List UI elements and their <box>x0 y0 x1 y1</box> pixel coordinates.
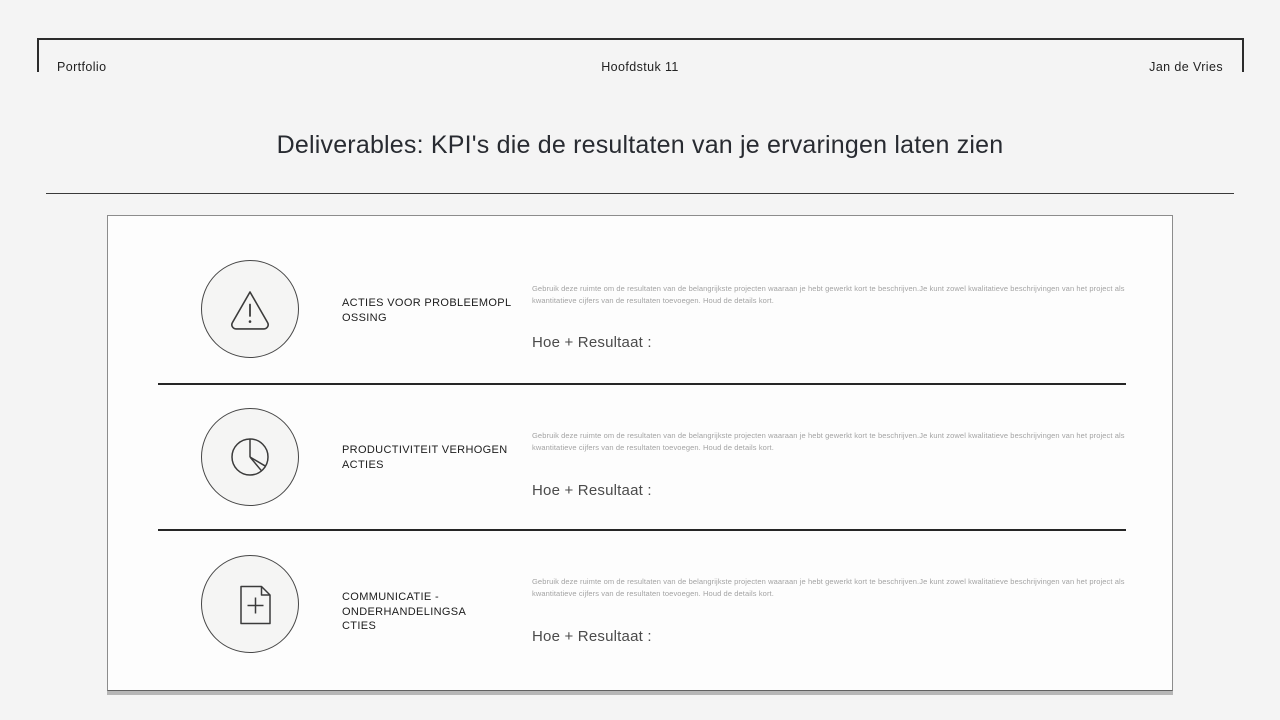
deliverable-description: Gebruik deze ruimte om de resultaten van de belangrijkste projecten waaraan je hebt gewerkt kort te beschrijven.Je kunt zowel kwalitatieve beschrijvingen van het project als kwantitatieve cijfers van de resultaten toevoegen. Houd de details kort. <box>532 431 1125 452</box>
warning-triangle-icon <box>224 283 276 335</box>
result-label: Hoe + Resultaat : <box>532 628 652 645</box>
deliverables-card <box>107 215 1173 691</box>
title-underline <box>46 193 1234 194</box>
deliverable-label <box>342 590 522 634</box>
header-chapter-label: Hoofdstuk 11 <box>601 60 679 74</box>
deliverable-label-line1: COMMUNICATIE - ONDERHANDELINGSA <box>342 591 467 618</box>
warning-circle-badge <box>201 260 299 358</box>
result-label: Hoe + Resultaat : <box>532 482 652 499</box>
page-title: Deliverables: KPI's die de resultaten van je ervaringen laten zien <box>276 131 1004 159</box>
deliverable-row-productiviteit <box>108 383 1172 529</box>
document-circle-badge <box>201 555 299 653</box>
deliverable-row-probleemoplossing <box>108 216 1172 383</box>
result-label: Hoe + Resultaat : <box>532 334 652 351</box>
deliverable-label-line2: CTIES <box>342 620 377 632</box>
document-plus-icon <box>224 578 276 630</box>
deliverable-label-line2: OSSING <box>342 311 387 324</box>
deliverable-description: Gebruik deze ruimte om de resultaten van de belangrijkste projecten waaraan je hebt gewerkt kort te beschrijven.Je kunt zowel kwalitatieve beschrijvingen van het project als kwantitatieve cijfers van de resultaten toevoegen. Houd de details kort. <box>532 577 1125 598</box>
header-portfolio-label: Portfolio <box>57 60 107 74</box>
deliverable-label-line1: PRODUCTIVITEIT VERHOGEN <box>342 444 508 456</box>
deliverable-label <box>342 443 522 472</box>
pie-circle-badge <box>201 408 299 506</box>
deliverable-description: Gebruik deze ruimte om de resultaten van de belangrijkste projecten waaraan je hebt gewerkt kort te beschrijven.Je kunt zowel kwalitatieve beschrijvingen van het project als kwantitatieve cijfers van de resultaten toevoegen. Houd de details kort. <box>532 284 1125 305</box>
header-author-label: Jan de Vries <box>1149 60 1223 74</box>
deliverable-label-line2: ACTIES <box>342 458 384 471</box>
header-top-line <box>37 38 1243 40</box>
deliverable-row-communicatie <box>108 529 1172 690</box>
deliverable-label-line1: ACTIES VOOR PROBLEEMOPL <box>342 297 512 309</box>
pie-chart-icon <box>224 431 276 483</box>
deliverable-label <box>342 296 522 325</box>
